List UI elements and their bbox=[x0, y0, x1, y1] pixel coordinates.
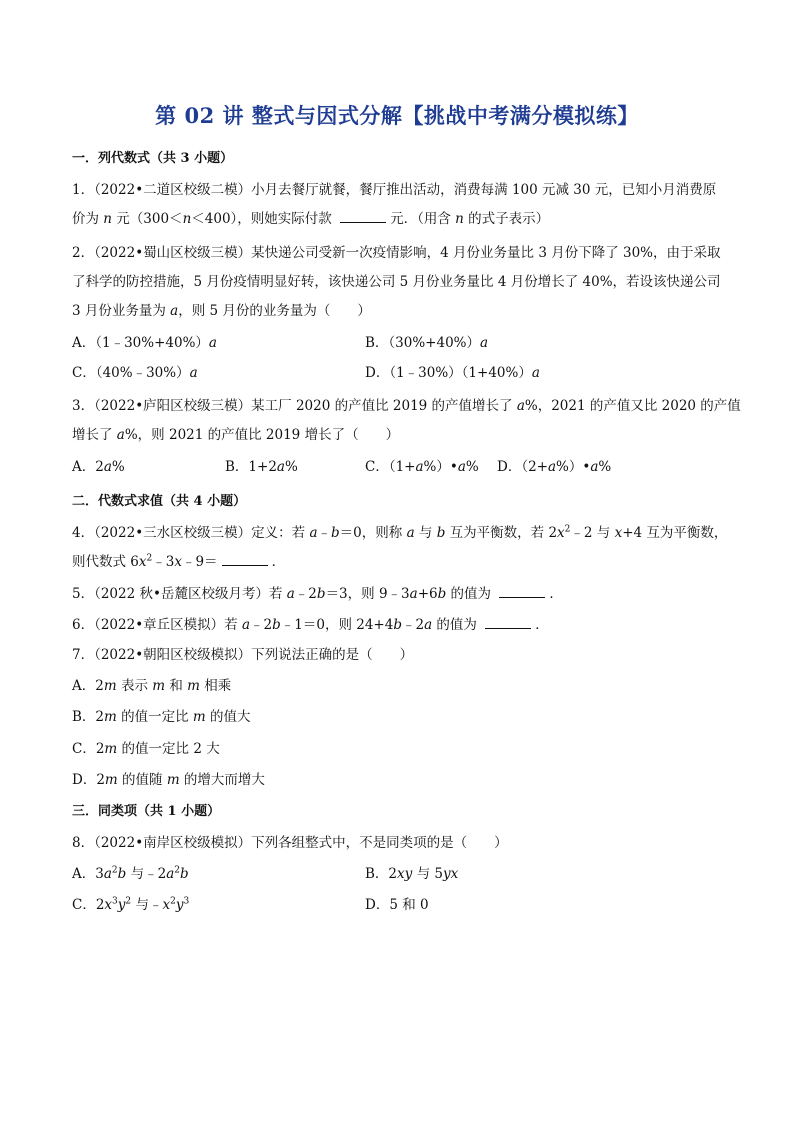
q2-option-c: C．（40%﹣30%）a bbox=[72, 365, 198, 381]
q2-line-2: 了科学的防控措施，5 月份疫情明显好转，该快递公司 5 月份业务量比 4 月份增长了 40%，若设该快递公司 bbox=[72, 274, 721, 290]
q1-line-2: 价为 n 元（300＜n＜400），则她实际付款 元．（用含 n 的式子表示） bbox=[72, 211, 550, 227]
q5-line: 5．（2022 秋•岳麓区校级月考）若 a﹣2b＝3，则 9﹣3a+6b 的值为 ． bbox=[72, 586, 563, 602]
q2-option-a: A．（1﹣30%+40%）a bbox=[72, 335, 217, 351]
q3-option-b: B．1+2a% bbox=[225, 459, 298, 475]
section-heading-3: 三．同类项（共 1 小题） bbox=[72, 804, 221, 819]
answer-blank bbox=[340, 210, 386, 223]
q3-option-c: C．（1+a%）•a% bbox=[365, 459, 479, 475]
q2-line-3: 3 月份业务量为 a，则 5 月份的业务量为（ ） bbox=[72, 303, 371, 319]
q8-option-c: C．$2x^3y^2$ 与$﹣x^2y^3$ bbox=[72, 896, 190, 913]
answer-blank bbox=[499, 585, 545, 598]
q8-stem: 8．（2022•南岸区校级模拟）下列各组整式中，不是同类项的是（ ） bbox=[72, 835, 508, 851]
q7-stem: 7．（2022•朝阳区校级模拟）下列说法正确的是（ ） bbox=[72, 647, 414, 663]
answer-blank bbox=[485, 616, 531, 629]
q7-option-c: C．2m 的值一定比 2 大 bbox=[72, 741, 220, 757]
q4-line-2: 则代数式 $6x^2﹣3x﹣9=$ ． bbox=[72, 553, 286, 570]
q8-option-b: B．2xy 与 5yx bbox=[365, 866, 459, 882]
answer-blank bbox=[222, 553, 268, 566]
q1-line-1: 1．（2022•二道区校级二模）小月去餐厅就餐，餐厅推出活动，消费每满 100 元减 30 元，已知小月消费原 bbox=[72, 182, 717, 198]
q4-line-1: 4．（2022•三水区校级三模）定义：若 a﹣b＝0，则称 a 与 b 互为平衡数，若 $2x^2﹣2$ 与 x+4 互为平衡数， bbox=[72, 524, 728, 541]
q7-option-d: D．2m 的值随 m 的增大而增大 bbox=[72, 772, 265, 788]
q3-option-d: D．（2+a%）•a% bbox=[497, 459, 612, 475]
q6-line: 6．（2022•章丘区模拟）若 a﹣2b﹣1＝0，则 24+4b﹣2a 的值为 ． bbox=[72, 617, 549, 633]
q3-line-1: 3．（2022•庐阳区校级三模）某工厂 2020 的产值比 2019 的产值增长了 a%，2021 的产值又比 2020 的产值 bbox=[72, 398, 741, 414]
page-title: 第 02 讲 整式与因式分解【挑战中考满分模拟练】 bbox=[155, 103, 639, 128]
q2-option-b: B．（30%+40%）a bbox=[365, 335, 489, 351]
q2-option-d: D．（1﹣30%）（1+40%）a bbox=[365, 365, 540, 381]
section-heading-2: 二．代数式求值（共 4 小题） bbox=[72, 494, 247, 509]
q7-option-a: A．2m 表示 m 和 m 相乘 bbox=[72, 678, 232, 694]
q8-option-a: A．$3a^2b$ 与$﹣2a^2b$ bbox=[72, 865, 189, 882]
section-heading-1: 一．列代数式（共 3 小题） bbox=[72, 151, 234, 166]
q3-line-2: 增长了 a%，则 2021 的产值比 2019 增长了（ ） bbox=[72, 427, 400, 443]
q2-line-1: 2．（2022•蜀山区校级三模）某快递公司受新一次疫情影响，4 月份业务量比 3 月份下降了 30%，由于采取 bbox=[72, 245, 721, 261]
q7-option-b: B．2m 的值一定比 m 的值大 bbox=[72, 709, 251, 725]
q8-option-d: D．5 和 0 bbox=[365, 897, 429, 913]
q3-option-a: A．2a% bbox=[72, 459, 125, 475]
